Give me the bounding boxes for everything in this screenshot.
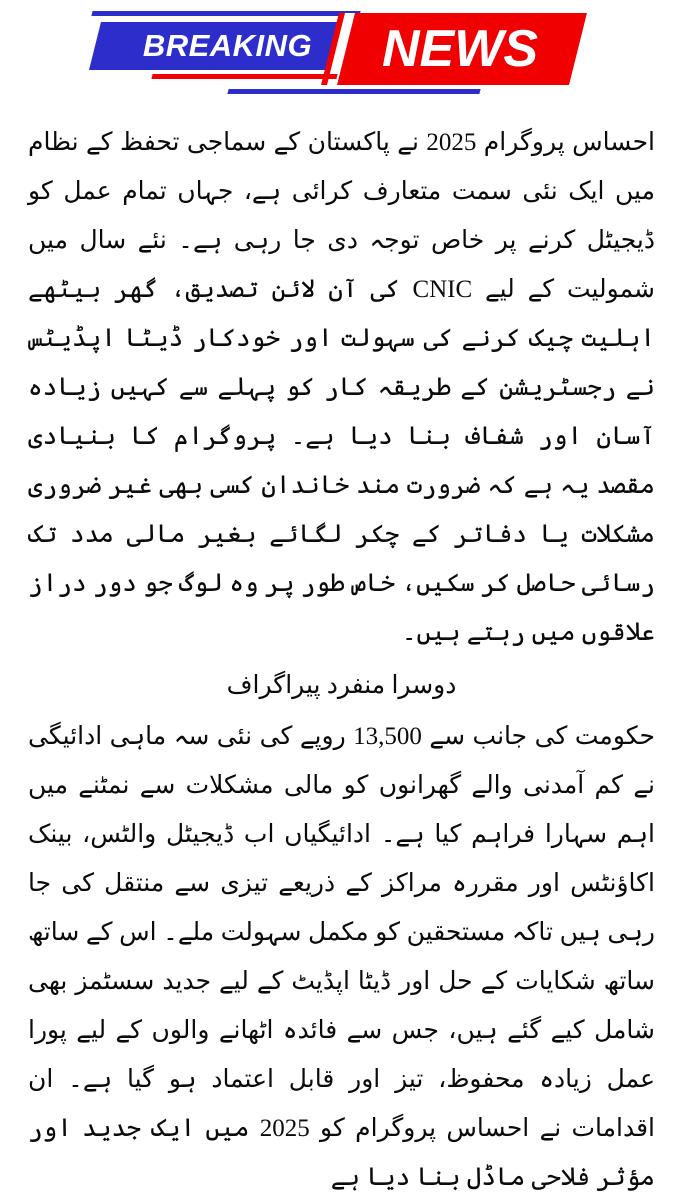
banner-bottom-blue-accent-line [227,89,480,94]
article-paragraph-1: احساس پروگرام 2025 نے پاکستان کے سماجی تحفظ کے نظام میں ایک نئی سمت متعارف کرائی ہے، جہاں تمام عمل کو ڈیجیٹل کرنے پر خاص توجہ دی جا رہی ہے۔ نئے سال میں شمولیت کے لیے CNIC کی آن لائن تصدیق، گھر بیٹھے اہلیت چیک کرنے کی سہولت اور خودکار ڈیٹا اپڈیٹس نے رجسٹریشن کے طریقہ کار کو پہلے سے کہیں زیادہ آسان اور شفاف بنا دیا ہے۔ پروگرام کا بنیادی مقصد یہ ہے کہ ضرورت مند خاندان کسی بھی غیر ضروری مشکلات یا دفاتر کے چکر لگائے بغیر مالی مدد تک رسائی حاصل کر سکیں، خاص طور پر وہ لوگ جو دور دراز علاقوں میں رہتے ہیں۔ [28,129,656,646]
banner-news-text: NEWS [382,20,538,78]
banner-breaking-text: BREAKING [142,28,313,63]
article-subheading: دوسرا منفرد پیراگراف [226,672,457,699]
banner-top-blue-accent-line [91,11,360,16]
breaking-news-banner [0,0,683,118]
article-paragraph-2: حکومت کی جانب سے 13,500 روپے کی نئی سہ ماہی ادائیگی نے کم آمدنی والے گھرانوں کو مالی مشکلات سے نمٹنے میں اہم سہارا فراہم کیا ہے۔ ادائیگیاں اب ڈیجیٹل والٹس، بینک اکاؤنٹس اور مقررہ مراکز کے ذریعے تیزی سے منتقل کی جا رہی ہیں تاکہ مستحقین کو مکمل سہولت ملے۔ اس کے ساتھ ساتھ شکایات کے حل اور ڈیٹا اپڈیٹ کے لیے جدید سسٹمز بھی شامل کیے گئے ہیں، جس سے فائدہ اٹھانے والوں کے لیے پورا عمل زیادہ محفوظ، تیز اور قابل اعتماد ہو گیا ہے۔ ان اقدامات نے احساس پروگرام کو 2025 میں ایک جدید اور مؤثر فلاحی ماڈل بنا دیا ہے [28,723,655,1191]
article-body [0,118,683,1202]
banner-red-accent-line [151,74,337,79]
